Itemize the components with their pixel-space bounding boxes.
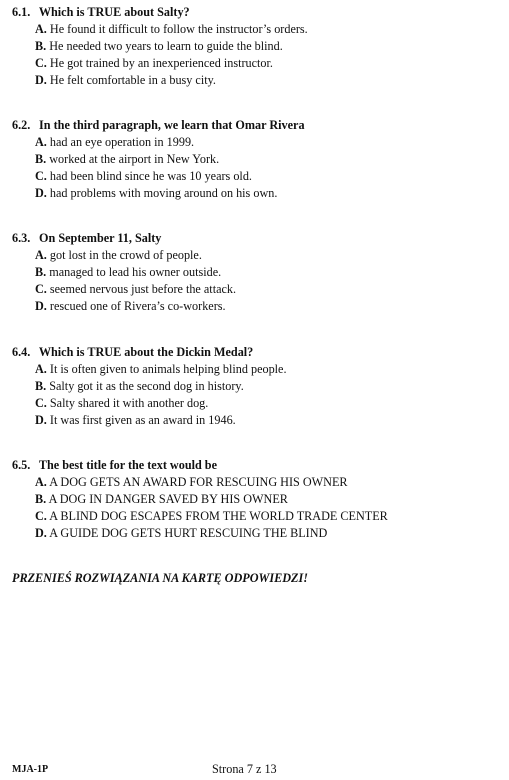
option-letter: C.	[35, 509, 47, 523]
option-letter: D.	[35, 186, 47, 200]
option-text: It is often given to animals helping blind people.	[49, 362, 287, 376]
option-letter: B.	[35, 379, 47, 393]
option-letter: A.	[35, 248, 47, 262]
option-letter: A.	[35, 22, 47, 36]
option-text: had problems with moving around on his own.	[49, 186, 278, 200]
option-text: seemed nervous just before the attack.	[49, 282, 237, 296]
question-heading	[12, 4, 502, 21]
answer-option-c	[12, 168, 502, 185]
option-letter: A.	[35, 362, 47, 376]
option-text: managed to lead his owner outside.	[49, 265, 222, 279]
option-letter: D.	[35, 299, 47, 313]
answer-option-a	[12, 134, 502, 151]
option-letter: C.	[35, 169, 47, 183]
option-text: Salty got it as the second dog in history.	[49, 379, 244, 393]
answer-option-b	[12, 264, 502, 281]
option-letter: B.	[35, 152, 47, 166]
option-letter: A.	[35, 135, 47, 149]
option-text: He got trained by an inexperienced instructor.	[49, 56, 273, 70]
question-heading	[12, 230, 502, 247]
question-text: On September 11, Salty	[39, 231, 162, 245]
option-letter: C.	[35, 282, 47, 296]
option-letter: C.	[35, 396, 47, 410]
answer-option-b	[12, 38, 502, 55]
answer-option-a	[12, 247, 502, 264]
option-text: rescued one of Rivera’s co-workers.	[49, 299, 226, 313]
question-6-1	[12, 4, 502, 89]
question-text: Which is TRUE about the Dickin Medal?	[38, 345, 254, 359]
question-text: The best title for the text would be	[38, 458, 217, 472]
option-text: worked at the airport in New York.	[49, 152, 220, 166]
option-text: A GUIDE DOG GETS HURT RESCUING THE BLIND	[49, 526, 328, 540]
question-heading	[12, 457, 502, 474]
answer-option-b	[12, 151, 502, 168]
option-text: had been blind since he was 10 years old.	[49, 169, 252, 183]
question-number: 6.3.	[12, 231, 31, 245]
answer-option-a	[12, 474, 502, 491]
option-letter: A.	[35, 475, 47, 489]
answer-option-a	[12, 361, 502, 378]
answer-option-d	[12, 525, 502, 542]
option-text: He needed two years to learn to guide the blind.	[49, 39, 283, 53]
question-number: 6.5.	[12, 458, 31, 472]
question-text: Which is TRUE about Salty?	[38, 5, 190, 19]
answer-option-d	[12, 298, 502, 315]
answer-option-b	[12, 491, 502, 508]
answer-option-c	[12, 55, 502, 72]
page-number: Strona 7 z 13	[212, 762, 277, 776]
option-letter: B.	[35, 265, 47, 279]
option-text: A DOG GETS AN AWARD FOR RESCUING HIS OWNER	[49, 475, 348, 489]
question-6-3	[12, 230, 502, 315]
option-letter: D.	[35, 73, 47, 87]
answer-option-c	[12, 395, 502, 412]
answer-option-a	[12, 21, 502, 38]
answer-option-c	[12, 281, 502, 298]
option-letter: D.	[35, 526, 47, 540]
exam-code: MJA-1P	[12, 764, 49, 775]
question-number: 6.4.	[12, 345, 31, 359]
option-text: had an eye operation in 1999.	[49, 135, 195, 149]
question-6-4	[12, 344, 502, 429]
option-text: He found it difficult to follow the instructor’s orders.	[49, 22, 308, 36]
option-letter: B.	[35, 39, 47, 53]
option-letter: C.	[35, 56, 47, 70]
question-6-5	[12, 457, 502, 542]
answer-option-d	[12, 412, 502, 429]
option-text: It was first given as an award in 1946.	[49, 413, 236, 427]
option-letter: D.	[35, 413, 47, 427]
transfer-answers-note: PRZENIEŚ ROZWIĄZANIA NA KARTĘ ODPOWIEDZI!	[12, 571, 308, 585]
question-heading	[12, 344, 502, 361]
option-text: A BLIND DOG ESCAPES FROM THE WORLD TRADE CENTER	[49, 509, 388, 523]
question-text: In the third paragraph, we learn that Omar Rivera	[39, 118, 305, 132]
answer-option-d	[12, 185, 502, 202]
answer-option-c	[12, 508, 502, 525]
question-number: 6.2.	[12, 118, 31, 132]
option-text: Salty shared it with another dog.	[49, 396, 209, 410]
answer-option-b	[12, 378, 502, 395]
option-text: got lost in the crowd of people.	[49, 248, 202, 262]
option-letter: B.	[35, 492, 47, 506]
question-6-2	[12, 117, 502, 202]
option-text: A DOG IN DANGER SAVED BY HIS OWNER	[48, 492, 288, 506]
question-number: 6.1.	[12, 5, 31, 19]
option-text: He felt comfortable in a busy city.	[49, 73, 216, 87]
question-heading	[12, 117, 502, 134]
answer-option-d	[12, 72, 502, 89]
